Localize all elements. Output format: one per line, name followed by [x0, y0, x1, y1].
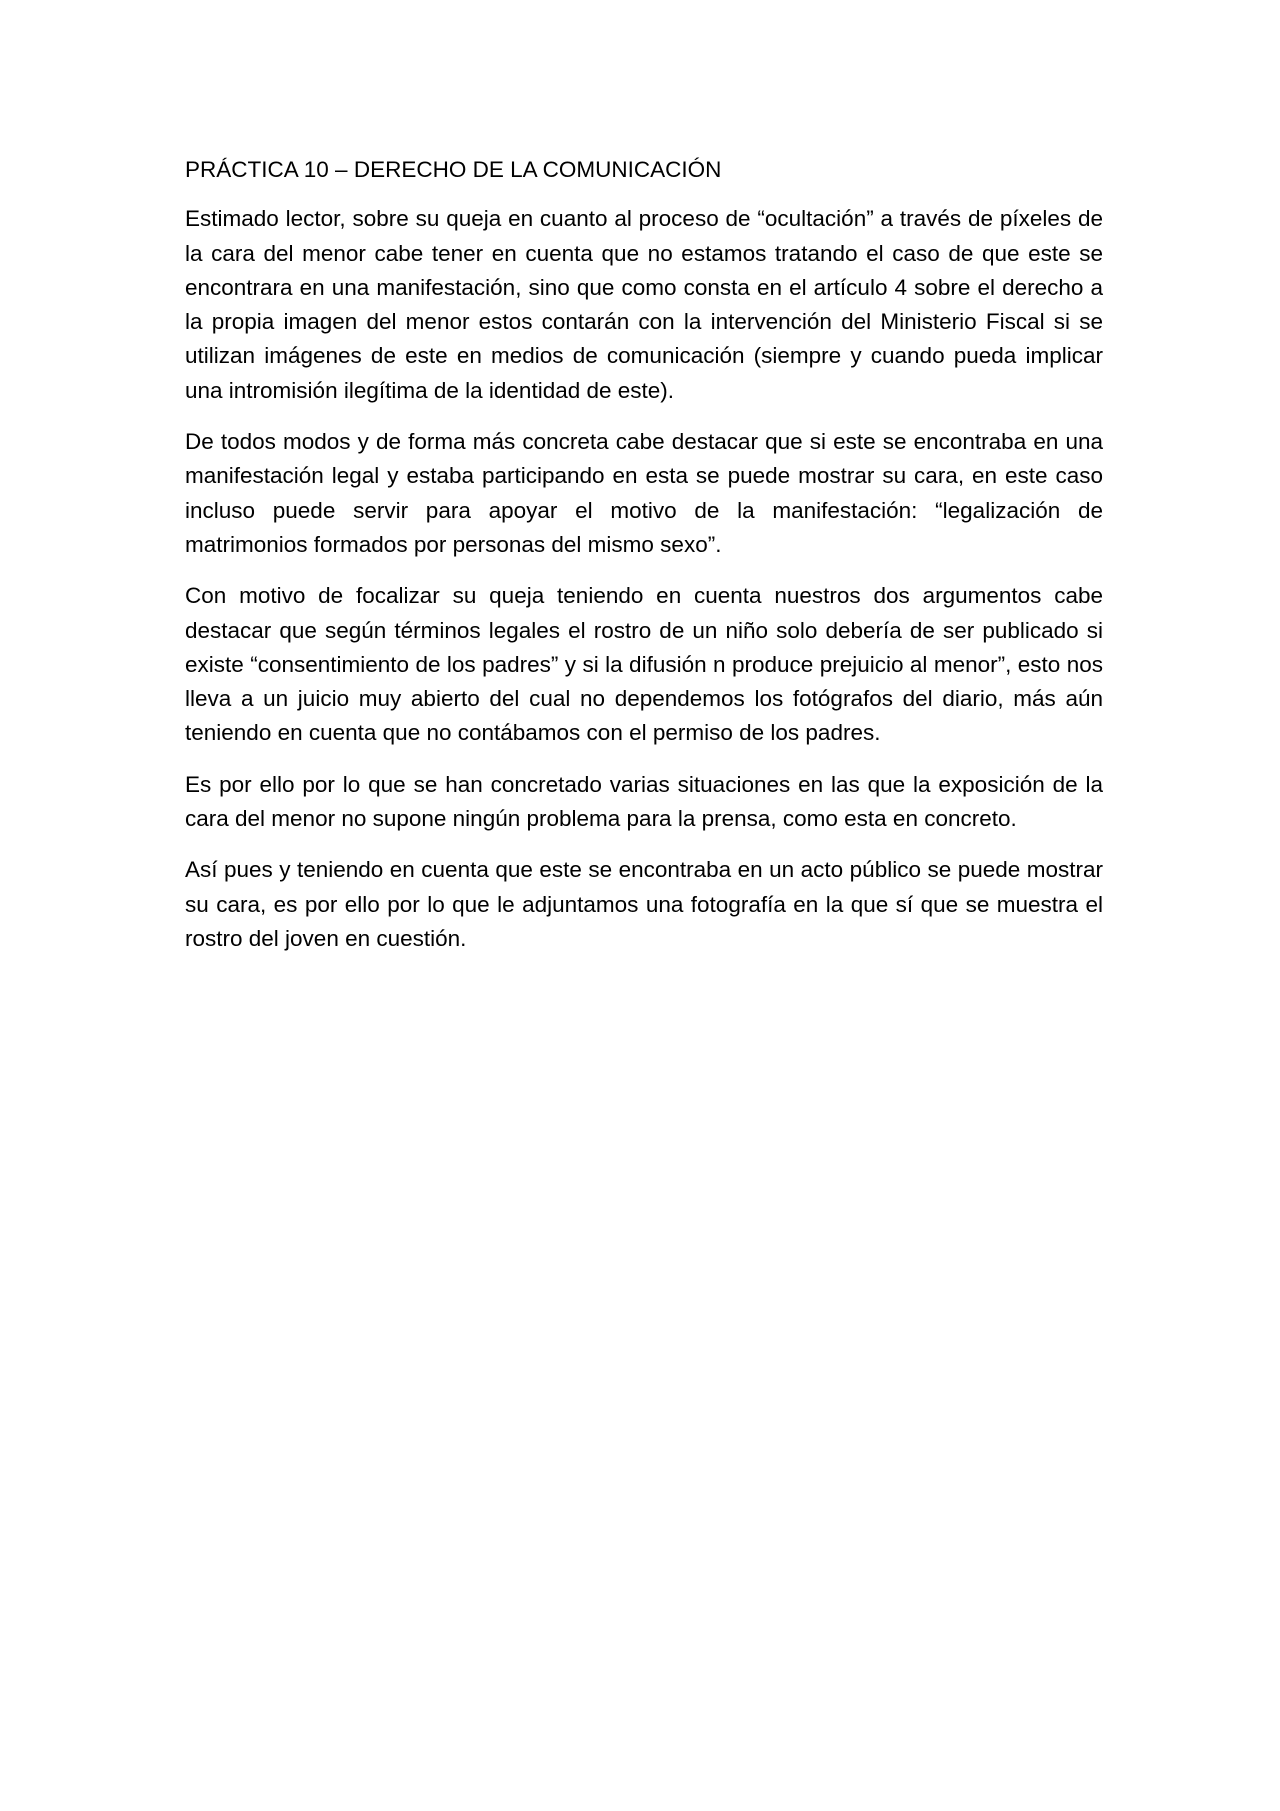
paragraph-4: Es por ello por lo que se han concretado varias situaciones en las que la exposición de la cara del menor no supone ningún problema para la prensa, como esta en concreto. [185, 771, 1103, 832]
paragraph-2: De todos modos y de forma más concreta cabe destacar que si este se encontraba en una manifestación legal y estaba participando en esta se puede mostrar su cara, en este caso incluso puede servir para apoyar el motivo de la manifestación: “legalización de matrimonios formados por personas del mismo sexo”. [185, 429, 1103, 557]
paragraph-3: Con motivo de focalizar su queja teniendo en cuenta nuestros dos argumentos cabe destacar que según términos legales el rostro de un niño solo debería de ser publicado si existe “consentimiento de los padres” y si la difusión n produce prejuicio al menor”, esto nos lleva a un juicio muy abierto del cual no dependemos los fotógrafos del diario, más aún teniendo en cuenta que no contábamos con el permiso de los padres. [185, 583, 1103, 746]
paragraph-5: Así pues y teniendo en cuenta que este se encontraba en un acto público se puede mostrar su cara, es por ello por lo que le adjuntamos una fotografía en la que sí que se muestra el rostro del joven en cuestión. [185, 857, 1103, 951]
document-title: PRÁCTICA 10 – DERECHO DE LA COMUNICACIÓN [185, 157, 722, 182]
document-body [185, 153, 1103, 973]
paragraph-1: Estimado lector, sobre su queja en cuanto al proceso de “ocultación” a través de píxeles de la cara del menor cabe tener en cuenta que no estamos tratando el caso de que este se encontrara en una manifestación, sino que como consta en el artículo 4 sobre el derecho a la propia imagen del menor estos contarán con la intervención del Ministerio Fiscal si se utilizan imágenes de este en medios de comunicación (siempre y cuando pueda implicar una intromisión ilegítima de la identidad de este). [185, 206, 1103, 403]
